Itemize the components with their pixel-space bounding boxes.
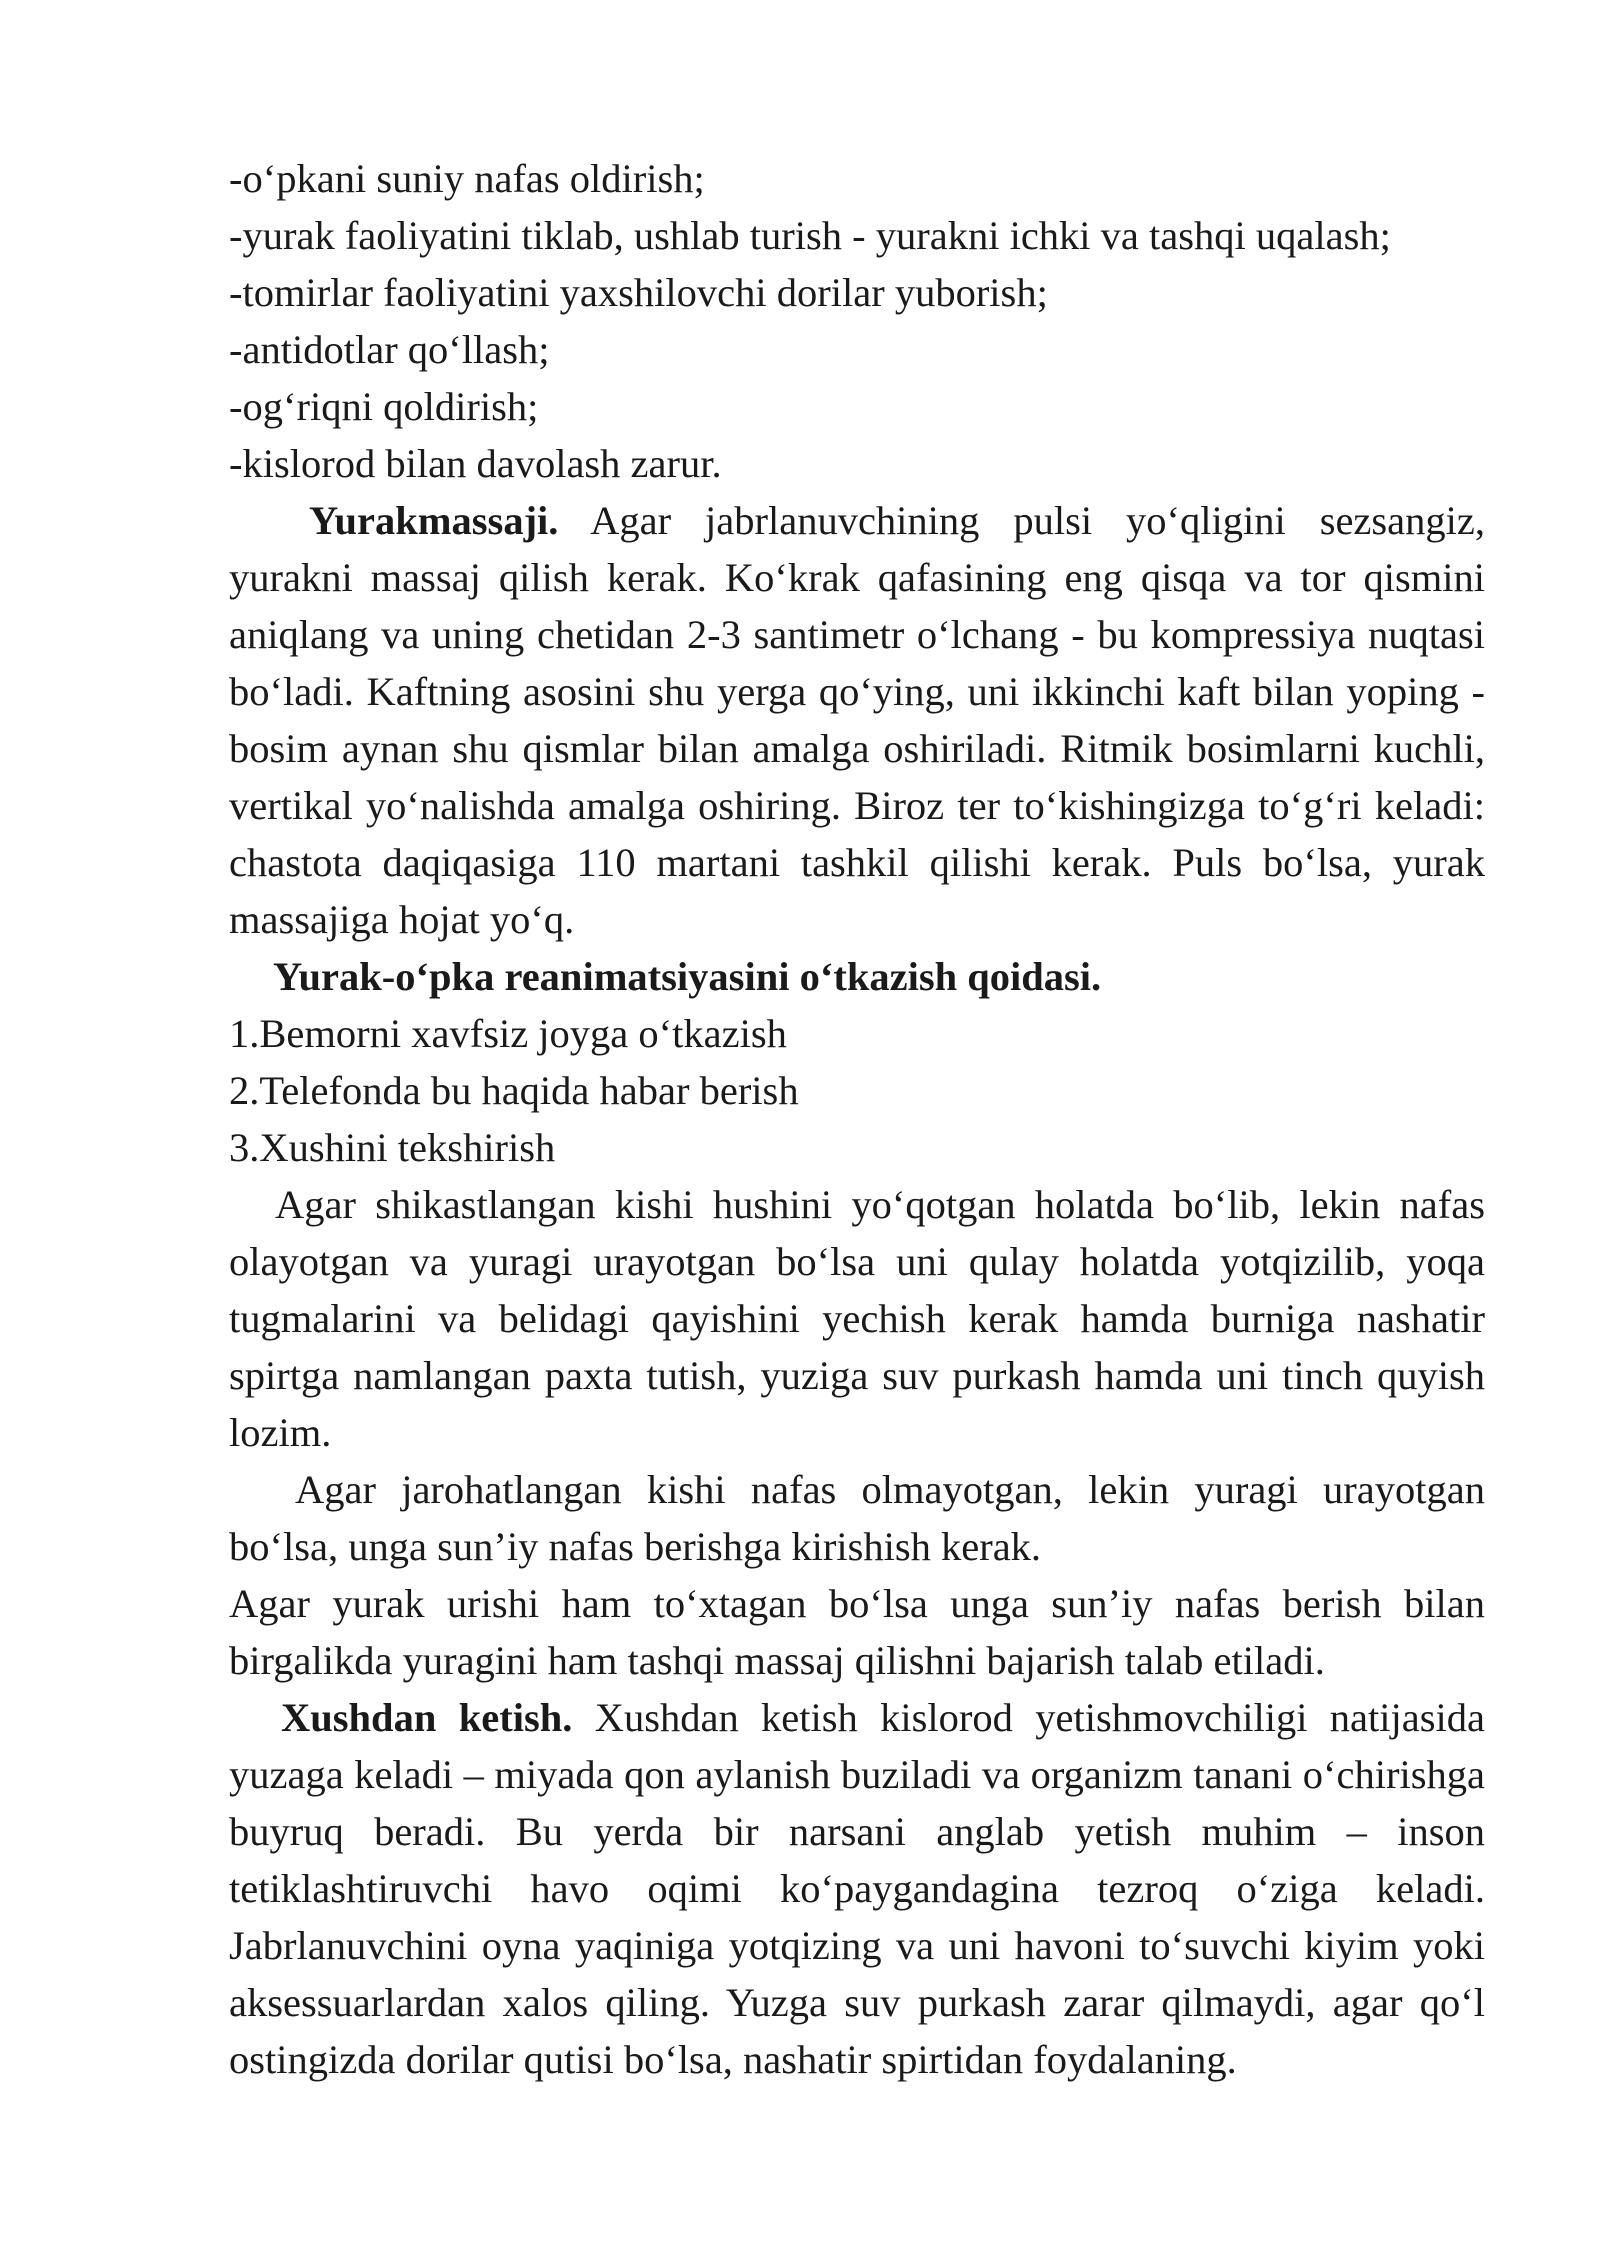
massage-title: Yurakmassaji. — [309, 498, 559, 543]
fainting-text: Xushdan ketish kislorod yetishmovchiligi natijasida yuzaga keladi – miyada qon aylanish buziladi va organizm tanani oʻchirishga buyruq beradi. Bu yerda bir narsani anglab yetish muhim – inson tetiklashtiruvchi havo oqimi koʻpaygandagina tezroq oʻziga keladi. Jabrlanuvchini oyna yaqiniga yotqizing va uni havoni toʻsuvchi kiyim yoki aksessuarlardan xalos qiling. Yuzga suv purkash zarar qilmaydi, agar qoʻl ostingizda dorilar qutisi boʻlsa, nashatir spirtidan foydalaning. — [229, 1695, 1485, 2082]
step-item: 1.Bemorni xavfsiz joyga oʻtkazish — [229, 1011, 787, 1056]
list-item: -yurak faoliyatini tiklab, ushlab turish - yurakni ichki va tashqi uqalash; — [229, 213, 1391, 258]
not-breathing-paragraph: Agar jarohatlangan kishi nafas olmayotgan, lekin yuragi urayotgan boʻlsa, unga sun’iy nafas berishga kirishish kerak. — [229, 1467, 1485, 1569]
list-item: -ogʻriqni qoldirish; — [229, 384, 539, 429]
list-item: -oʻpkani suniy nafas oldirish; — [229, 156, 705, 201]
fainting-title: Xushdan ketish. — [281, 1695, 573, 1740]
massage-paragraph — [229, 492, 1485, 948]
fainting-paragraph — [229, 1689, 1485, 2088]
list-item: -kislorod bilan davolash zarur. — [229, 441, 722, 486]
list-item: -tomirlar faoliyatini yaxshilovchi dorilar yuborish; — [229, 270, 1048, 315]
unconscious-paragraph: Agar shikastlangan kishi hushini yoʻqotgan holatda boʻlib, lekin nafas olayotgan va yuragi urayotgan boʻlsa uni qulay holatda yotqizilib, yoqa tugmalarini va belidagi qayishini yechish kerak hamda burniga nashatir spirtga namlangan paxta tutish, yuziga suv purkash hamda uni tinch quyish lozim. — [229, 1182, 1485, 1455]
document-page — [229, 150, 1485, 2088]
massage-text: Agar jabrlanuvchining pulsi yoʻqligini sezsangiz, yurakni massaj qilish kerak. Koʻkrak qafasining eng qisqa va tor qismini aniqlang va uning chetidan 2-3 santimetr oʻlchang - bu kompressiya nuqtasi boʻladi. Kaftning asosini shu yerga qoʻying, uni ikkinchi kaft bilan yoping - bosim aynan shu qismlar bilan amalga oshiriladi. Ritmik bosimlarni kuchli, vertikal yoʻnalishda amalga oshiring. Biroz ter toʻkishingizga toʻgʻri keladi: chastota daqiqasiga 110 martani tashkil qilishi kerak. Puls boʻlsa, yurak massajiga hojat yoʻq. — [229, 498, 1485, 942]
step-item: 2.Telefonda bu haqida habar berish — [229, 1068, 799, 1113]
no-heartbeat-paragraph: Agar yurak urishi ham toʻxtagan boʻlsa unga sun’iy nafas berish bilan birgalikda yuragini ham tashqi massaj qilishni bajarish talab etiladi. — [229, 1581, 1485, 1683]
step-item: 3.Xushini tekshirish — [229, 1125, 556, 1170]
rules-heading: Yurak-oʻpka reanimatsiyasini oʻtkazish qoidasi. — [273, 954, 1102, 999]
list-item: -antidotlar qoʻllash; — [229, 327, 550, 372]
